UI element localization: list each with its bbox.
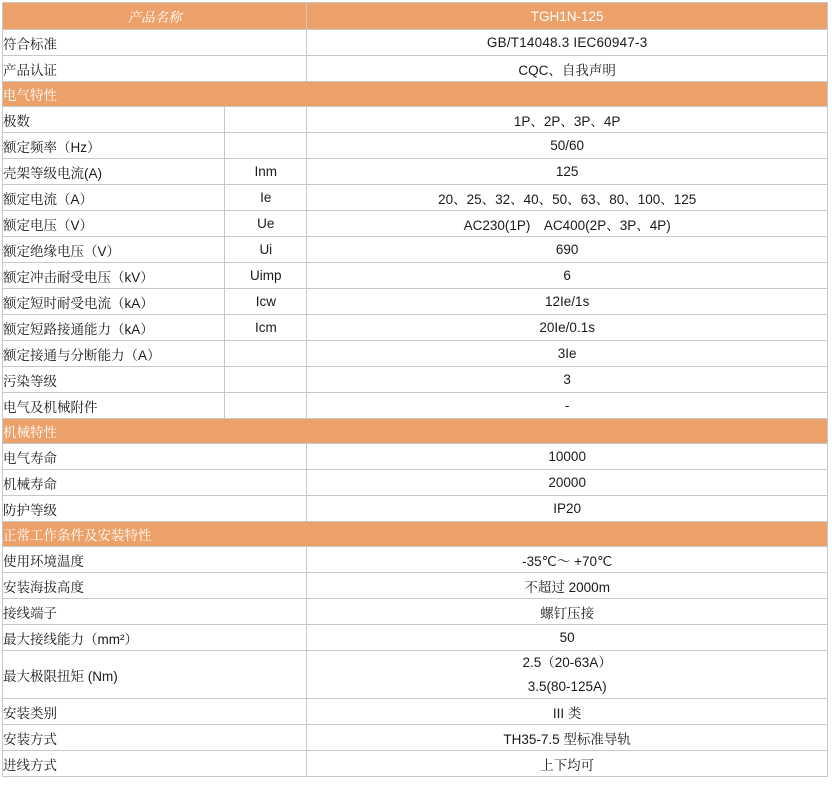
row-value: 上下均可 [307, 751, 828, 777]
row-label: 进线方式 [3, 751, 307, 777]
table-body [3, 3, 828, 777]
table-row [3, 599, 828, 625]
table-row [3, 263, 828, 289]
section-header-mechanical [3, 419, 828, 444]
row-label: 额定频率（Hz） [3, 133, 225, 159]
row-value: CQC、自我声明 [307, 56, 828, 82]
section-header-electrical [3, 82, 828, 107]
row-value: 125 [307, 159, 828, 185]
table-row [3, 444, 828, 470]
section-title: 电气特性 [3, 82, 828, 107]
table-row [3, 725, 828, 751]
row-value: 20Ie/0.1s [307, 315, 828, 341]
row-label: 使用环境温度 [3, 547, 307, 573]
row-symbol [225, 107, 307, 133]
row-label: 产品认证 [3, 56, 307, 82]
row-value: 690 [307, 237, 828, 263]
row-value: 50 [307, 625, 828, 651]
row-symbol: Icm [225, 315, 307, 341]
table-row [3, 185, 828, 211]
row-value: 3 [307, 367, 828, 393]
torque-line-1: 2.5（20-63A） [522, 655, 612, 670]
table-row [3, 107, 828, 133]
table-row [3, 573, 828, 599]
row-label: 额定接通与分断能力（A） [3, 341, 225, 367]
row-value: AC230(1P) AC400(2P、3P、4P) [307, 211, 828, 237]
row-label: 安装类别 [3, 699, 307, 725]
row-value: 12Ie/1s [307, 289, 828, 315]
table-row [3, 547, 828, 573]
table-row [3, 30, 828, 56]
row-label: 额定电压（V） [3, 211, 225, 237]
row-symbol [225, 133, 307, 159]
header-product-model-value: TGH1N-125 [307, 3, 828, 30]
row-symbol: Inm [225, 159, 307, 185]
row-label: 额定绝缘电压（V） [3, 237, 225, 263]
row-symbol: Icw [225, 289, 307, 315]
section-title: 正常工作条件及安装特性 [3, 522, 828, 547]
table-row [3, 393, 828, 419]
row-label: 电气及机械附件 [3, 393, 225, 419]
row-value: 不超过 2000m [307, 573, 828, 599]
table-row [3, 237, 828, 263]
table-row [3, 133, 828, 159]
table-row [3, 751, 828, 777]
row-label: 额定短时耐受电流（kA） [3, 289, 225, 315]
row-symbol: Ui [225, 237, 307, 263]
row-label: 机械寿命 [3, 470, 307, 496]
row-value: IP20 [307, 496, 828, 522]
section-title: 机械特性 [3, 419, 828, 444]
header-product-name-label: 产品名称 [3, 3, 307, 30]
row-symbol: Uimp [225, 263, 307, 289]
row-symbol [225, 341, 307, 367]
row-label: 电气寿命 [3, 444, 307, 470]
table-row [3, 56, 828, 82]
row-label: 极数 [3, 107, 225, 133]
table-header-row [3, 3, 828, 30]
table-row [3, 470, 828, 496]
row-label: 壳架等级电流(A) [3, 159, 225, 185]
row-label: 最大极限扭矩 (Nm) [3, 651, 307, 699]
table-row [3, 367, 828, 393]
row-value: 螺钉压接 [307, 599, 828, 625]
table-row [3, 289, 828, 315]
row-value: 1P、2P、3P、4P [307, 107, 828, 133]
row-symbol [225, 393, 307, 419]
row-value: 20000 [307, 470, 828, 496]
row-label: 额定电流（A） [3, 185, 225, 211]
product-specification-table [2, 2, 828, 777]
row-value: 20、25、32、40、50、63、80、100、125 [307, 185, 828, 211]
row-label: 安装方式 [3, 725, 307, 751]
row-value: 3Ie [307, 341, 828, 367]
row-value: 6 [307, 263, 828, 289]
table-row [3, 341, 828, 367]
row-value: -35℃～ +70℃ [307, 547, 828, 573]
row-label: 安装海拔高度 [3, 573, 307, 599]
row-symbol: Ue [225, 211, 307, 237]
row-value: III 类 [307, 699, 828, 725]
table-row [3, 699, 828, 725]
table-row-torque [3, 651, 828, 699]
row-value: 10000 [307, 444, 828, 470]
table-row [3, 159, 828, 185]
row-value: - [307, 393, 828, 419]
row-label: 污染等级 [3, 367, 225, 393]
table-row [3, 315, 828, 341]
row-label: 额定冲击耐受电压（kV） [3, 263, 225, 289]
row-value: TH35-7.5 型标准导轨 [307, 725, 828, 751]
torque-line-2: 3.5(80-125A) [527, 678, 607, 694]
table-row [3, 496, 828, 522]
row-label: 额定短路接通能力（kA） [3, 315, 225, 341]
row-value-multiline [307, 651, 828, 699]
row-value: GB/T14048.3 IEC60947-3 [307, 30, 828, 56]
section-header-operating-conditions [3, 522, 828, 547]
table-row [3, 211, 828, 237]
row-label: 最大接线能力（mm²） [3, 625, 307, 651]
table-row [3, 625, 828, 651]
row-label: 接线端子 [3, 599, 307, 625]
row-value: 50/60 [307, 133, 828, 159]
row-label: 防护等级 [3, 496, 307, 522]
row-label: 符合标准 [3, 30, 307, 56]
row-symbol [225, 367, 307, 393]
row-symbol: Ie [225, 185, 307, 211]
